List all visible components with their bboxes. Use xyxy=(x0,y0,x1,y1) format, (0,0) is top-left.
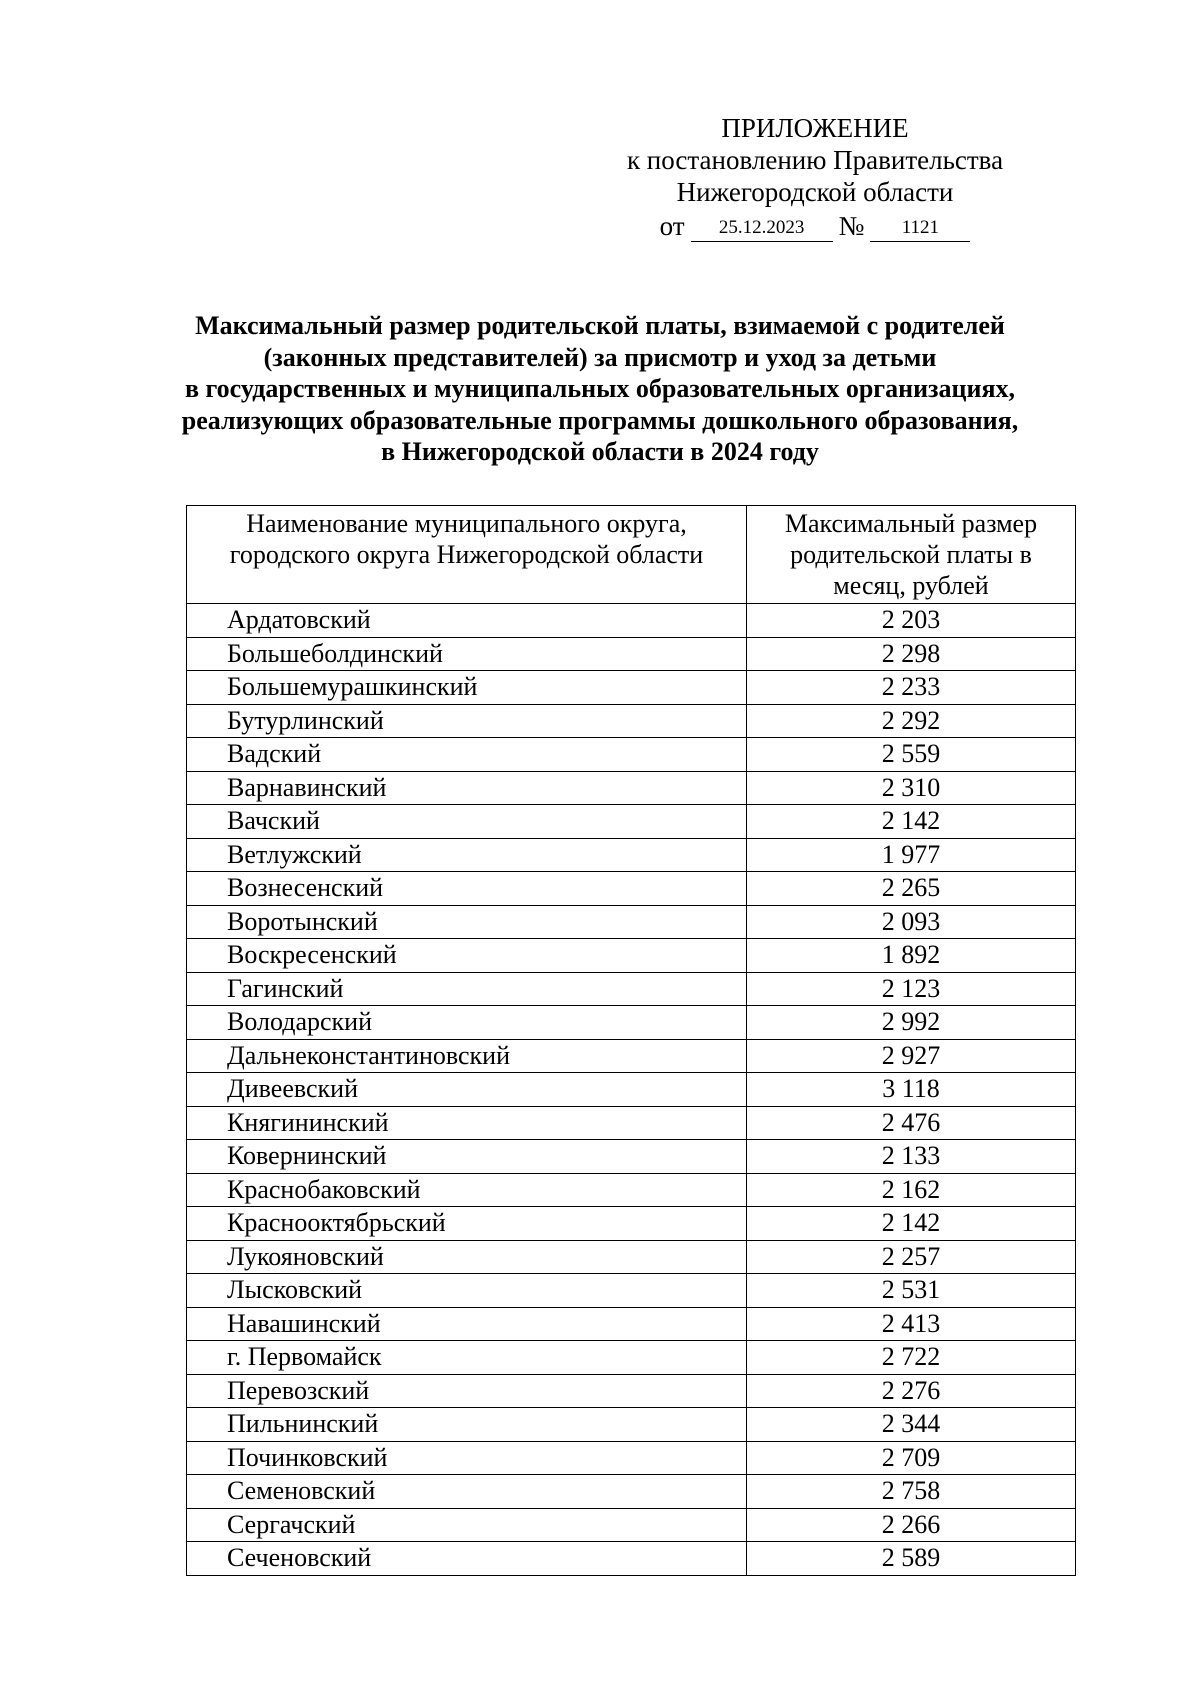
municipality-name: Навашинский xyxy=(187,1307,747,1341)
table-row xyxy=(187,972,1076,1006)
max-fee-value: 2 476 xyxy=(747,1106,1076,1140)
table-row xyxy=(187,1508,1076,1542)
decree-date-number xyxy=(600,210,1030,242)
table-row xyxy=(187,771,1076,805)
table-row xyxy=(187,1341,1076,1375)
table-row xyxy=(187,1307,1076,1341)
number-sign: № xyxy=(838,211,865,241)
table-row xyxy=(187,872,1076,906)
header-municipality xyxy=(187,506,747,604)
municipality-name: Воротынский xyxy=(187,905,747,939)
header-municipality-line: Наименование муниципального округа, xyxy=(246,509,687,538)
max-fee-value: 2 310 xyxy=(747,771,1076,805)
municipality-name: Княгининский xyxy=(187,1106,747,1140)
municipality-name: Семеновский xyxy=(187,1475,747,1509)
table-row xyxy=(187,1374,1076,1408)
municipality-name: Дивеевский xyxy=(187,1073,747,1107)
municipality-name: Бутурлинский xyxy=(187,704,747,738)
municipality-name: Володарский xyxy=(187,1006,747,1040)
appendix-line-2: Нижегородской области xyxy=(676,177,954,207)
max-fee-value: 2 266 xyxy=(747,1508,1076,1542)
municipality-name: Ардатовский xyxy=(187,604,747,638)
municipality-name: Ковернинский xyxy=(187,1140,747,1174)
max-fee-value: 2 203 xyxy=(747,604,1076,638)
municipality-name: Вадский xyxy=(187,738,747,772)
max-fee-value: 2 133 xyxy=(747,1140,1076,1174)
table-row xyxy=(187,637,1076,671)
municipality-name: Перевозский xyxy=(187,1374,747,1408)
document-title xyxy=(100,310,1100,468)
municipality-name: Большеболдинский xyxy=(187,637,747,671)
municipality-name: Ветлужский xyxy=(187,838,747,872)
max-fee-value: 2 276 xyxy=(747,1374,1076,1408)
table-row xyxy=(187,805,1076,839)
table-row xyxy=(187,1006,1076,1040)
max-fee-value: 2 927 xyxy=(747,1039,1076,1073)
max-fee-value: 2 292 xyxy=(747,704,1076,738)
max-fee-value: 1 977 xyxy=(747,838,1076,872)
max-fee-value: 2 257 xyxy=(747,1240,1076,1274)
table-row xyxy=(187,1073,1076,1107)
table-row xyxy=(187,1106,1076,1140)
table-row xyxy=(187,838,1076,872)
municipality-name: Вознесенский xyxy=(187,872,747,906)
municipality-name: Вачский xyxy=(187,805,747,839)
table-header-row xyxy=(187,506,1076,604)
municipality-name: Гагинский xyxy=(187,972,747,1006)
title-line-1: Максимальный размер родительской платы, взимаемой с родителей xyxy=(195,311,1005,340)
max-fee-value: 2 233 xyxy=(747,671,1076,705)
municipality-name: Починковский xyxy=(187,1441,747,1475)
table-row xyxy=(187,1475,1076,1509)
max-fee-value: 2 123 xyxy=(747,972,1076,1006)
max-fee-value: 1 892 xyxy=(747,939,1076,973)
date-prefix: от xyxy=(659,211,685,241)
max-fee-value: 3 118 xyxy=(747,1073,1076,1107)
appendix-title: ПРИЛОЖЕНИЕ xyxy=(721,113,909,143)
table-row xyxy=(187,1140,1076,1174)
max-fee-value: 2 589 xyxy=(747,1542,1076,1576)
municipality-name: г. Первомайск xyxy=(187,1341,747,1375)
header-municipality-line: городского округа Нижегородской области xyxy=(229,540,704,569)
header-max-fee-line: Максимальный размер xyxy=(784,509,1038,538)
table-row xyxy=(187,939,1076,973)
header-max-fee xyxy=(747,506,1076,604)
max-fee-value: 2 758 xyxy=(747,1475,1076,1509)
table-row xyxy=(187,1207,1076,1241)
max-fee-value: 2 344 xyxy=(747,1408,1076,1442)
table-row xyxy=(187,704,1076,738)
decree-date: 25.12.2023 xyxy=(691,217,833,242)
appendix-header xyxy=(600,112,1030,242)
municipality-name: Варнавинский xyxy=(187,771,747,805)
table-row xyxy=(187,1274,1076,1308)
table-row xyxy=(187,1408,1076,1442)
max-fee-value: 2 162 xyxy=(747,1173,1076,1207)
fees-table-body xyxy=(187,604,1076,1576)
max-fee-value: 2 413 xyxy=(747,1307,1076,1341)
fees-table xyxy=(186,505,1076,1576)
municipality-name: Краснобаковский xyxy=(187,1173,747,1207)
table-row xyxy=(187,604,1076,638)
table-row xyxy=(187,671,1076,705)
max-fee-value: 2 093 xyxy=(747,905,1076,939)
title-line-3: в государственных и муниципальных образовательных организациях, xyxy=(184,374,1016,403)
max-fee-value: 2 559 xyxy=(747,738,1076,772)
municipality-name: Воскресенский xyxy=(187,939,747,973)
title-line-4: реализующих образовательные программы дошкольного образования, xyxy=(181,405,1019,435)
table-row xyxy=(187,1542,1076,1576)
table-row xyxy=(187,1441,1076,1475)
municipality-name: Лукояновский xyxy=(187,1240,747,1274)
municipality-name: Сеченовский xyxy=(187,1542,747,1576)
max-fee-value: 2 265 xyxy=(747,872,1076,906)
table-row xyxy=(187,1039,1076,1073)
municipality-name: Краснооктябрьский xyxy=(187,1207,747,1241)
table-row xyxy=(187,1173,1076,1207)
title-line-2: (законных представителей) за присмотр и уход за детьми xyxy=(263,342,937,372)
municipality-name: Большемурашкинский xyxy=(187,671,747,705)
municipality-name: Пильнинский xyxy=(187,1408,747,1442)
title-line-5: в Нижегородской области в 2024 году xyxy=(381,437,819,466)
max-fee-value: 2 722 xyxy=(747,1341,1076,1375)
table-row xyxy=(187,905,1076,939)
header-max-fee-line: родительской платы в xyxy=(790,540,1032,569)
appendix-line-1: к постановлению Правительства xyxy=(626,145,1004,175)
table-row xyxy=(187,1240,1076,1274)
max-fee-value: 2 142 xyxy=(747,1207,1076,1241)
max-fee-value: 2 142 xyxy=(747,805,1076,839)
decree-number: 1121 xyxy=(870,217,970,242)
municipality-name: Сергачский xyxy=(187,1508,747,1542)
municipality-name: Дальнеконстантиновский xyxy=(187,1039,747,1073)
municipality-name: Лысковский xyxy=(187,1274,747,1308)
max-fee-value: 2 531 xyxy=(747,1274,1076,1308)
max-fee-value: 2 298 xyxy=(747,637,1076,671)
max-fee-value: 2 709 xyxy=(747,1441,1076,1475)
table-row xyxy=(187,738,1076,772)
header-max-fee-line: месяц, рублей xyxy=(833,571,989,600)
max-fee-value: 2 992 xyxy=(747,1006,1076,1040)
